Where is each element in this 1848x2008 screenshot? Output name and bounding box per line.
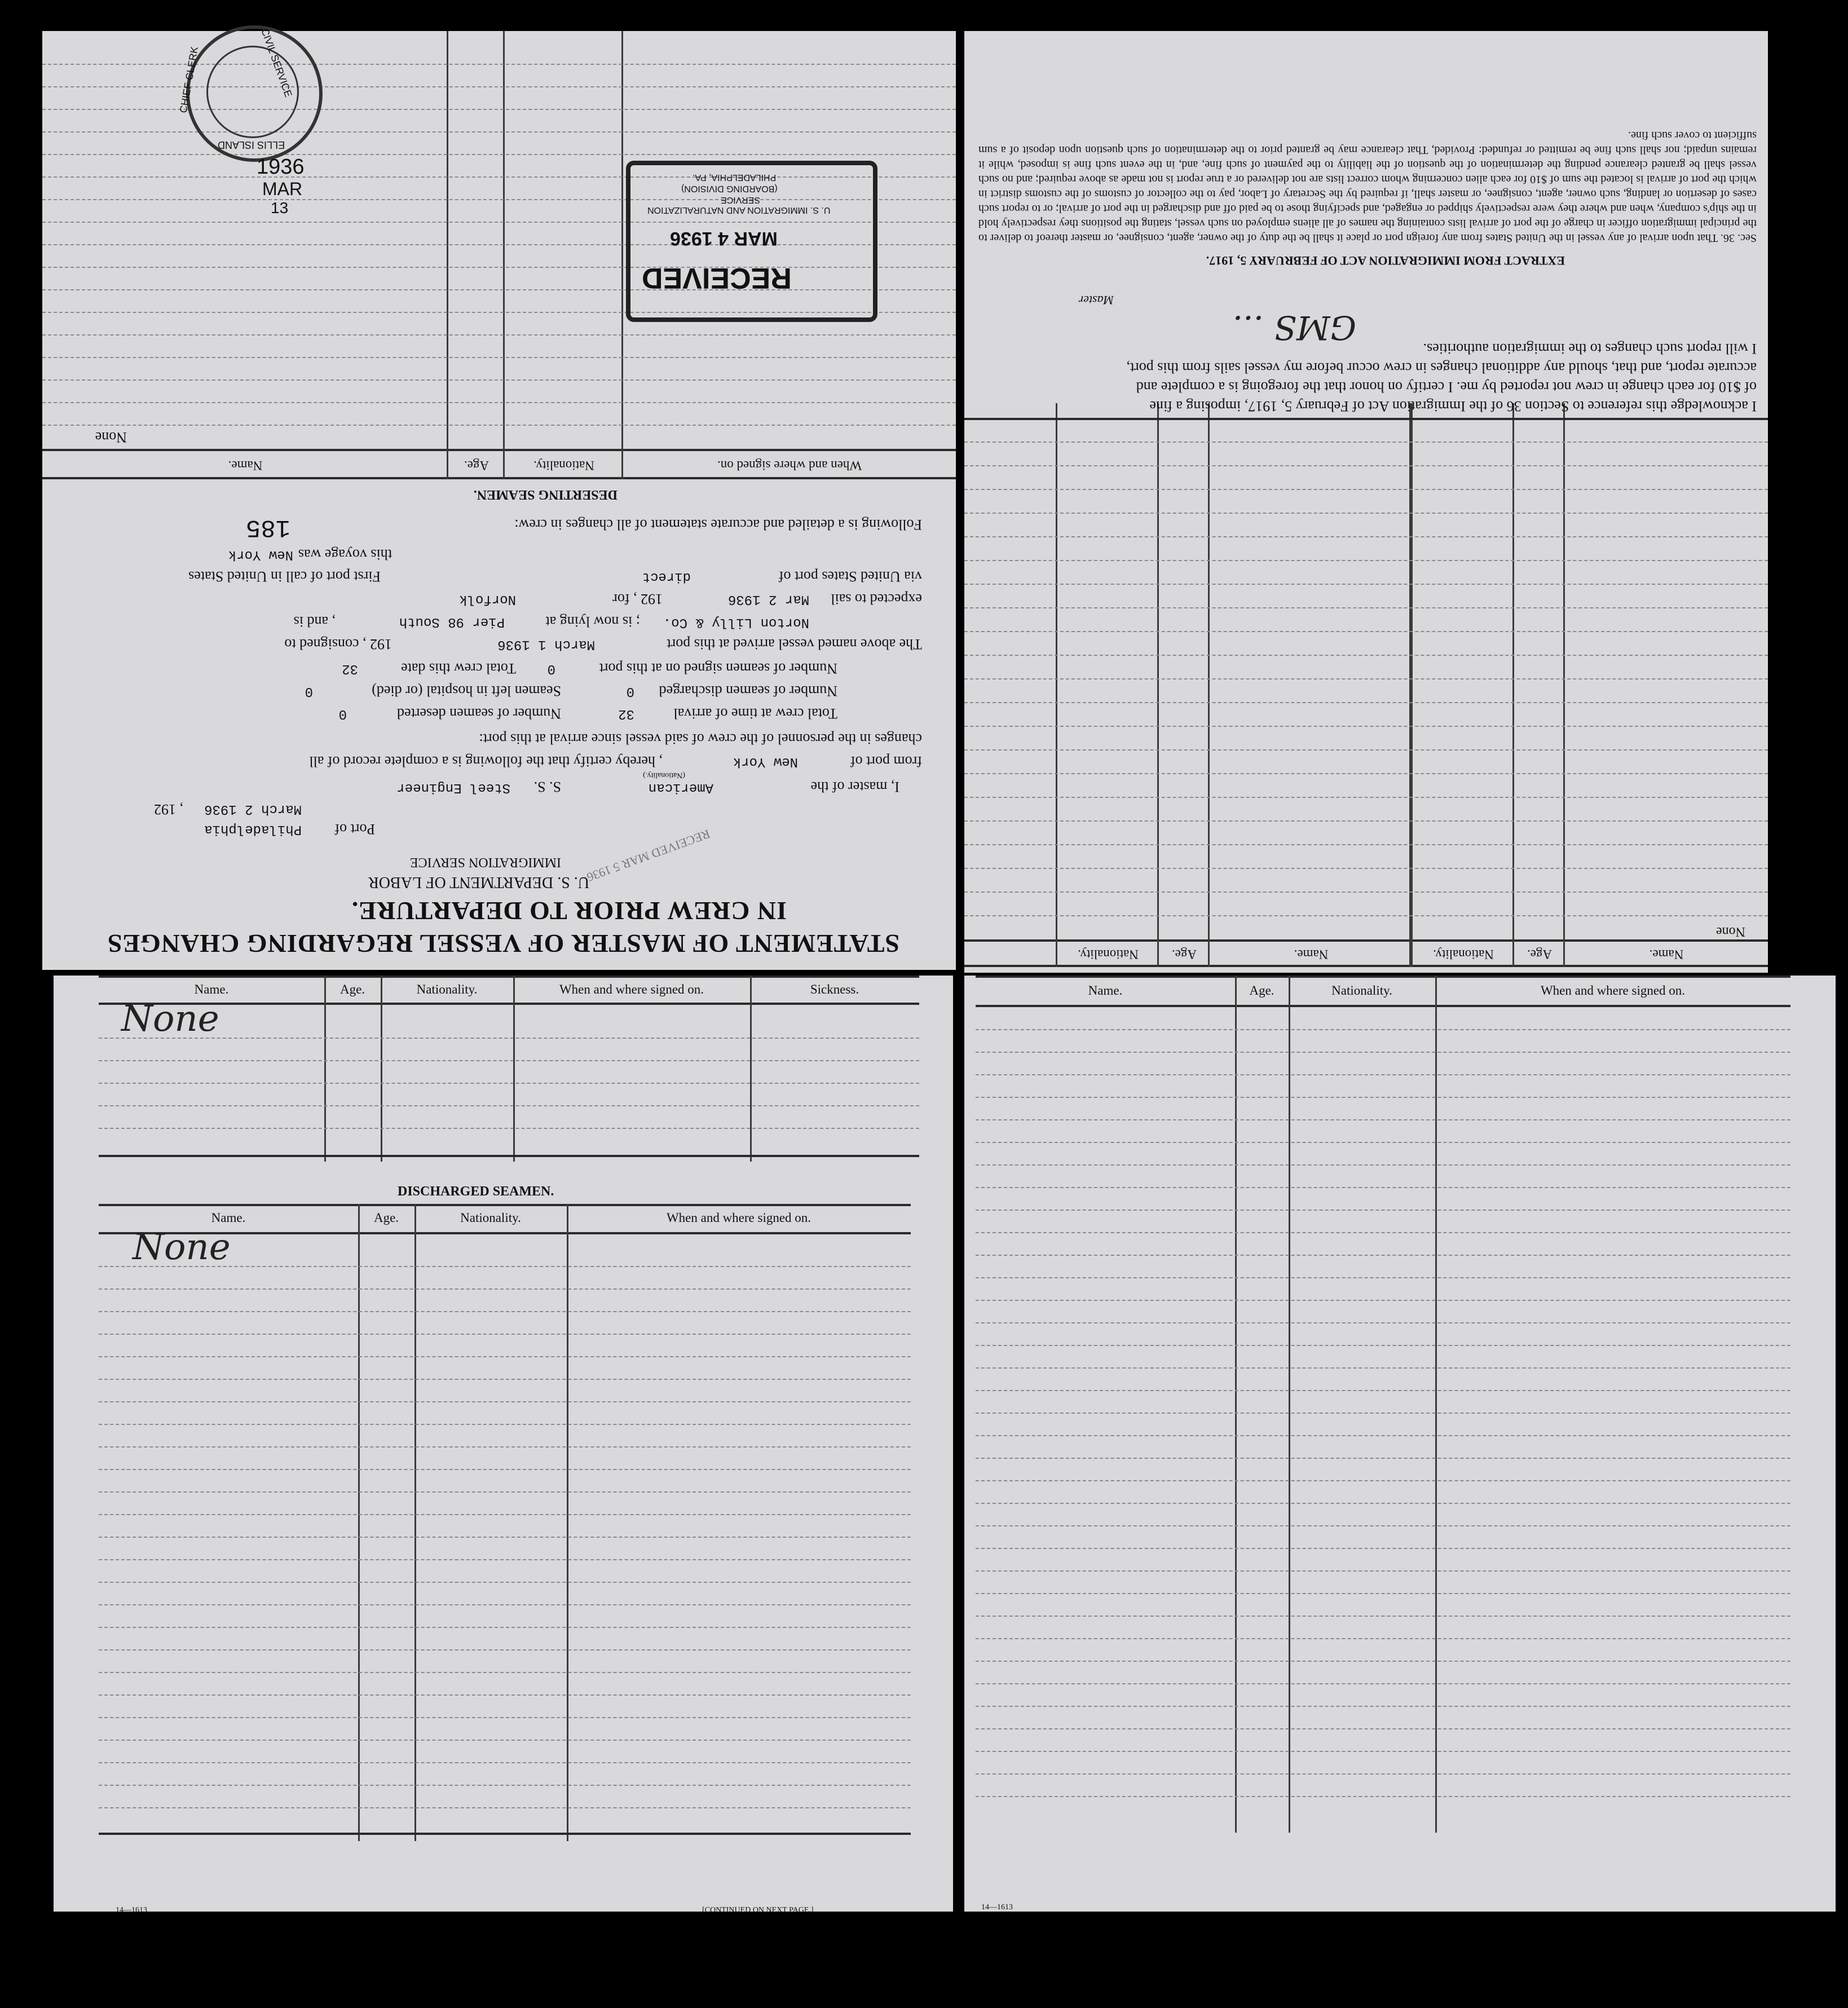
col-divider <box>1289 976 1290 1833</box>
col-sickness-header: Sickness. <box>810 982 859 996</box>
row-rule <box>99 1559 911 1560</box>
row-rule <box>42 154 956 155</box>
lying-value: Pier 98 South <box>399 614 505 629</box>
row-rule <box>99 1717 911 1718</box>
row-rule <box>42 131 956 133</box>
row-rule <box>976 1525 1790 1526</box>
extract-body: Sec. 36. That upon arrival of any vessel in the United States from any foreign port or place it shall be the duty of the owner, agent, consignee, or master thereof to deliver to the principal immigration officer in charge of the port of arrival lists containing the names of all aliens employed on such vessel, stating the positions they respectively hold in the ship's company, when and where they were respectively shipped or engaged, and specifying those to be paid off and discharged in the port of arrival; or to report such cases of desertion or landing, such owner, agent, consignee, or master shall, if required by the Secretary of Labor, pay to the collector of customs of the customs district in which the port of arrival is located the sum of $10 for each alien concerning whom correct lists are not delivered or a true report is not made as above required; and no such vessel shall be granted clearance pending the determination of the question of the liability to the payment of such fine, and, in the event such fine is imposed, while it remains unpaid; nor shall such fine be remitted or refunded: Provided, That clearance may be granted prior to the determination of such question upon deposit of a sum sufficient to cover such fine. <box>978 129 1757 244</box>
col-divider <box>1409 403 1413 967</box>
row-rule <box>99 1649 911 1650</box>
row-rule <box>99 1334 911 1335</box>
row-rule <box>964 915 1768 916</box>
date-value: March 2 1936 <box>204 801 302 817</box>
from-port-label: from port of <box>850 753 922 770</box>
arrived-label: The above named vessel arrived at this port <box>667 636 922 652</box>
consigned-label: 192 , consigned to <box>284 636 392 652</box>
row-rule <box>976 1277 1790 1278</box>
total-arrival-value: 32 <box>618 706 634 721</box>
row-rule <box>99 1266 911 1267</box>
row-rule <box>99 1672 911 1673</box>
row-rule <box>964 513 1768 514</box>
deserting-heading: DESERTING SEAMEN. <box>473 487 618 502</box>
row-rule <box>99 1694 911 1696</box>
none-handwritten: None <box>121 998 219 1040</box>
row-rule <box>976 1751 1790 1752</box>
row-rule <box>976 1435 1790 1436</box>
row-rule <box>99 1469 911 1470</box>
row-rule <box>964 631 1768 632</box>
master-signature: GMS ... <box>1232 308 1356 347</box>
for-label: 192 , for <box>612 591 663 607</box>
row-rule <box>964 892 1768 893</box>
table-top-rule <box>99 976 919 978</box>
changes-text: changes in the personnel of the crew of said vessel since arrival at this port: <box>479 731 922 747</box>
row-rule <box>99 1604 911 1605</box>
row-rule <box>99 1785 911 1786</box>
row-rule <box>976 1796 1790 1797</box>
total-date-value: 32 <box>342 661 358 676</box>
master-label: Master <box>1078 293 1114 307</box>
col-divider <box>381 976 382 1162</box>
received-word: RECEIVED <box>642 262 792 294</box>
row-rule <box>42 357 956 358</box>
col-name-header: Name. <box>194 982 229 996</box>
row-rule <box>99 1491 911 1493</box>
vessel-name: Steel Engineer <box>396 780 510 795</box>
circle-side-text: CHIEF CLERK <box>177 46 201 114</box>
row-rule <box>976 1503 1790 1504</box>
col-name-header: Name. <box>228 458 263 473</box>
row-rule <box>42 402 956 403</box>
hospital-label: Seamen left in hospital (or died) <box>372 683 561 699</box>
col-divider <box>1056 403 1057 967</box>
row-rule <box>976 1458 1790 1459</box>
row-rule <box>99 1288 911 1290</box>
row-rule <box>42 86 956 87</box>
signed-label: Number of seamen signed on at this port <box>599 660 837 677</box>
table-bottom-rule <box>964 418 1768 420</box>
row-rule <box>964 607 1768 608</box>
form-number: 14—1613 <box>116 1906 147 1914</box>
col-nationality-header: Nationality. <box>460 1211 521 1225</box>
first-port-label: First port of call in United States <box>188 568 381 585</box>
row-rule <box>964 820 1768 822</box>
row-rule <box>964 726 1768 727</box>
received-org2: SERVICE <box>721 195 760 205</box>
circle-bottom-text: ELLIS ISLAND <box>218 139 285 151</box>
row-rule <box>976 1661 1790 1662</box>
row-rule <box>99 1424 911 1425</box>
first-port-prefix: this voyage was <box>298 546 392 563</box>
table-top-rule <box>99 1204 911 1206</box>
row-rule <box>976 1706 1790 1707</box>
col-name-header: Name. <box>1649 947 1684 961</box>
received-org1: U. S. IMMIGRATION AND NATURALIZATION <box>647 205 831 215</box>
col-age2-header: Age. <box>1171 947 1197 961</box>
received-org4: PHILADELPHIA, PA. <box>693 173 777 182</box>
table-top-rule <box>42 477 956 479</box>
row-rule <box>99 1514 911 1515</box>
discharged-table <box>99 1204 911 1841</box>
row-rule <box>99 1740 911 1741</box>
row-rule <box>976 1164 1790 1166</box>
col-age-header: Age. <box>339 982 365 996</box>
row-rule <box>964 773 1768 774</box>
row-rule <box>976 1638 1790 1639</box>
row-rule <box>976 1548 1790 1549</box>
row-rule <box>99 1627 911 1628</box>
expected-value: Mar 2 1936 <box>727 592 809 607</box>
circular-stamp <box>177 25 323 162</box>
bottom-right-panel <box>964 976 1836 1912</box>
ss-label: S. S. <box>533 779 561 795</box>
col-nationality-header: Nationality. <box>533 458 594 473</box>
discharged-heading: DISCHARGED SEAMEN. <box>398 1184 554 1199</box>
row-rule <box>99 1379 911 1380</box>
row-rule <box>99 1762 911 1763</box>
none-print: None <box>95 429 127 445</box>
circle-top-text: CIVIL SERVICE <box>259 27 294 99</box>
first-port-value: New York <box>228 547 293 562</box>
form-number-right: 14—1613 <box>981 1903 1013 1912</box>
row-rule <box>964 560 1768 561</box>
table-header-rule <box>964 939 1768 942</box>
row-rule <box>976 1119 1790 1120</box>
row-rule <box>99 1060 919 1061</box>
col-age-header: Age. <box>464 458 489 473</box>
table-bottom-rule <box>99 1155 919 1157</box>
service: IMMIGRATION SERVICE <box>409 855 561 870</box>
deserted-value: 0 <box>338 706 347 721</box>
col-name2-header: Name. <box>1294 947 1329 961</box>
row-rule <box>976 1322 1790 1323</box>
bottom-left-panel <box>54 976 953 1912</box>
row-rule <box>42 379 956 381</box>
col-divider <box>447 31 448 479</box>
destination-value: Norfolk <box>459 592 516 607</box>
col-age-header: Age. <box>373 1211 399 1225</box>
row-rule <box>976 1593 1790 1594</box>
row-rule <box>976 1390 1790 1391</box>
col-divider <box>324 976 326 1162</box>
row-rule <box>976 1142 1790 1143</box>
via-value: direct <box>642 569 691 584</box>
row-rule <box>964 465 1768 466</box>
col-divider <box>1435 976 1437 1833</box>
table-header-rule <box>976 1005 1790 1007</box>
col-divider <box>503 31 505 479</box>
from-port-value: New York <box>733 754 798 769</box>
port-label: Port of <box>334 821 375 837</box>
row-rule <box>976 1097 1790 1098</box>
ack-line2: of $10 for each change in crew not reported by me. I certify on honor that the foregoing is a complete and <box>1136 379 1757 395</box>
ack-line4: I will report such changes to the immigration authorities. <box>1423 341 1757 357</box>
via-label: via United States port of <box>778 568 922 585</box>
row-rule <box>99 1582 911 1583</box>
top-right-rotated <box>964 31 1768 973</box>
col-signed-header: When and where signed on. <box>717 458 862 473</box>
row-rule <box>964 536 1768 537</box>
col-divider <box>567 1204 568 1841</box>
col-divider <box>750 976 752 1162</box>
total-arrival-label: Total crew at time of arrival <box>673 705 837 722</box>
row-rule <box>964 655 1768 656</box>
row-rule <box>964 442 1768 443</box>
day-stamp: 13 <box>271 199 289 217</box>
form-title: STATEMENT OF MASTER OF VESSEL REGARDING CHANGES <box>107 929 899 958</box>
col-age-header: Age. <box>1249 983 1274 998</box>
expected-label: expected to sail <box>831 591 922 607</box>
discharged-label: Number of seamen discharged <box>659 683 837 699</box>
row-rule <box>99 1401 911 1402</box>
continued-crew-table <box>964 403 1768 967</box>
col-signed-header: When and where signed on. <box>1540 983 1686 998</box>
page-number: 185 <box>245 513 290 541</box>
row-rule <box>976 1074 1790 1075</box>
following-text: Following is a detailed and accurate statement of all changes in crew: <box>514 517 922 533</box>
deserted-label: Number of seamen deserted <box>397 705 561 722</box>
faint-stamp: RECEIVED MAR 5 1936 <box>585 827 712 885</box>
row-rule <box>99 1537 911 1538</box>
year-stamp: 1936 <box>257 155 305 179</box>
row-rule <box>976 1029 1790 1030</box>
row-rule <box>976 1683 1790 1684</box>
row-rule <box>964 584 1768 585</box>
port-value: Philadelphia <box>204 822 302 837</box>
sick-seamen-table <box>99 976 919 1162</box>
row-rule <box>99 1128 919 1129</box>
row-rule <box>42 64 956 65</box>
lying-label: ; is now lying at <box>545 614 640 630</box>
col-divider <box>358 1204 360 1841</box>
col-nationality-header: Nationality. <box>1331 983 1392 998</box>
department: U. S. DEPARTMENT OF LABOR <box>368 873 589 891</box>
row-rule <box>976 1570 1790 1572</box>
row-rule <box>976 1616 1790 1617</box>
hospital-value: 0 <box>305 683 313 699</box>
table-top-rule <box>976 976 1790 978</box>
received-stamp <box>626 161 877 322</box>
nationality-caption: (Nationality.) <box>643 771 685 779</box>
master-line: I, master of the <box>810 779 899 795</box>
row-rule <box>976 1413 1790 1414</box>
and-is: , and is <box>293 614 336 630</box>
row-rule <box>42 425 956 426</box>
received-date: MAR 4 1936 <box>670 228 778 249</box>
row-rule <box>976 1210 1790 1211</box>
row-rule <box>964 702 1768 703</box>
col-divider <box>1235 976 1237 1833</box>
col-divider <box>621 31 623 479</box>
col-divider <box>1512 403 1514 967</box>
row-rule <box>976 1052 1790 1053</box>
consignee-value: Norton Lilly & Co. <box>663 615 809 630</box>
col-divider <box>1208 403 1210 967</box>
col-nationality-header: Nationality. <box>1433 947 1494 961</box>
form-subtitle: IN CREW PRIOR TO DEPARTURE. <box>351 897 787 925</box>
row-rule <box>99 1105 919 1106</box>
table-header-rule <box>42 449 956 451</box>
col-divider <box>1563 403 1565 967</box>
table-top-rule <box>964 965 1768 967</box>
row-rule <box>964 749 1768 751</box>
row-rule <box>99 1083 919 1084</box>
row-rule <box>99 1807 911 1808</box>
row-rule <box>99 1038 919 1039</box>
col-divider <box>513 976 515 1162</box>
row-rule <box>976 1187 1790 1188</box>
row-rule <box>99 1356 911 1357</box>
none-print-right: None <box>1716 924 1745 939</box>
table-bottom-rule <box>99 1833 911 1835</box>
col-name-header: Name. <box>211 1211 246 1225</box>
certify-text: , hereby certify that the following is a complete record of all <box>309 753 663 770</box>
ack-line1: I acknowledge this reference to Section 36 of the Immigration Act of February 5, 1917, imposing a fine <box>1149 398 1757 414</box>
table-header-rule <box>99 1003 919 1005</box>
row-rule <box>976 1300 1790 1301</box>
none-handwritten-2: None <box>133 1226 231 1268</box>
row-rule <box>99 1446 911 1447</box>
signed-on-table <box>976 976 1790 1833</box>
col-nationality2-header: Nationality. <box>1078 947 1139 961</box>
discharged-value: 0 <box>626 683 634 699</box>
arrived-value: March 1 1936 <box>497 637 595 652</box>
col-signed-header: When and where signed on. <box>559 982 704 996</box>
total-date-label: Total crew this date <box>401 660 516 677</box>
row-rule <box>964 868 1768 869</box>
row-rule <box>964 844 1768 845</box>
row-rule <box>976 1728 1790 1729</box>
col-signed-header: When and where signed on. <box>666 1211 811 1225</box>
year-suffix: , 192 <box>154 801 183 818</box>
row-rule <box>42 334 956 336</box>
row-rule <box>964 797 1768 798</box>
top-left-panel <box>42 27 956 970</box>
row-rule <box>99 1311 911 1312</box>
col-nationality-header: Nationality. <box>416 982 478 996</box>
received-org3: (BOARDING DIVISION) <box>681 184 778 193</box>
col-divider <box>1157 403 1159 967</box>
extract-heading: EXTRACT FROM IMMIGRATION ACT OF FEBRUARY 5, 1917. <box>1206 254 1565 268</box>
continued-note: [CONTINUED ON NEXT PAGE.] <box>702 1906 814 1914</box>
row-rule <box>976 1480 1790 1481</box>
row-rule <box>976 1367 1790 1369</box>
col-name-header: Name. <box>1088 983 1123 998</box>
col-age-header: Age. <box>1527 947 1553 961</box>
row-rule <box>976 1255 1790 1256</box>
row-rule <box>976 1232 1790 1233</box>
row-rule <box>964 678 1768 679</box>
top-right-panel <box>964 31 1768 973</box>
col-divider <box>414 1204 416 1841</box>
month-stamp: MAR <box>262 179 303 199</box>
row-rule <box>976 1345 1790 1346</box>
vessel-nationality: American <box>648 780 713 795</box>
row-rule <box>976 1773 1790 1775</box>
row-rule <box>964 489 1768 490</box>
signed-value: 0 <box>547 661 555 676</box>
ack-line3: accurate report, and that, should any additional changes in crew occur before my vessel sails from this port, <box>1126 360 1757 376</box>
